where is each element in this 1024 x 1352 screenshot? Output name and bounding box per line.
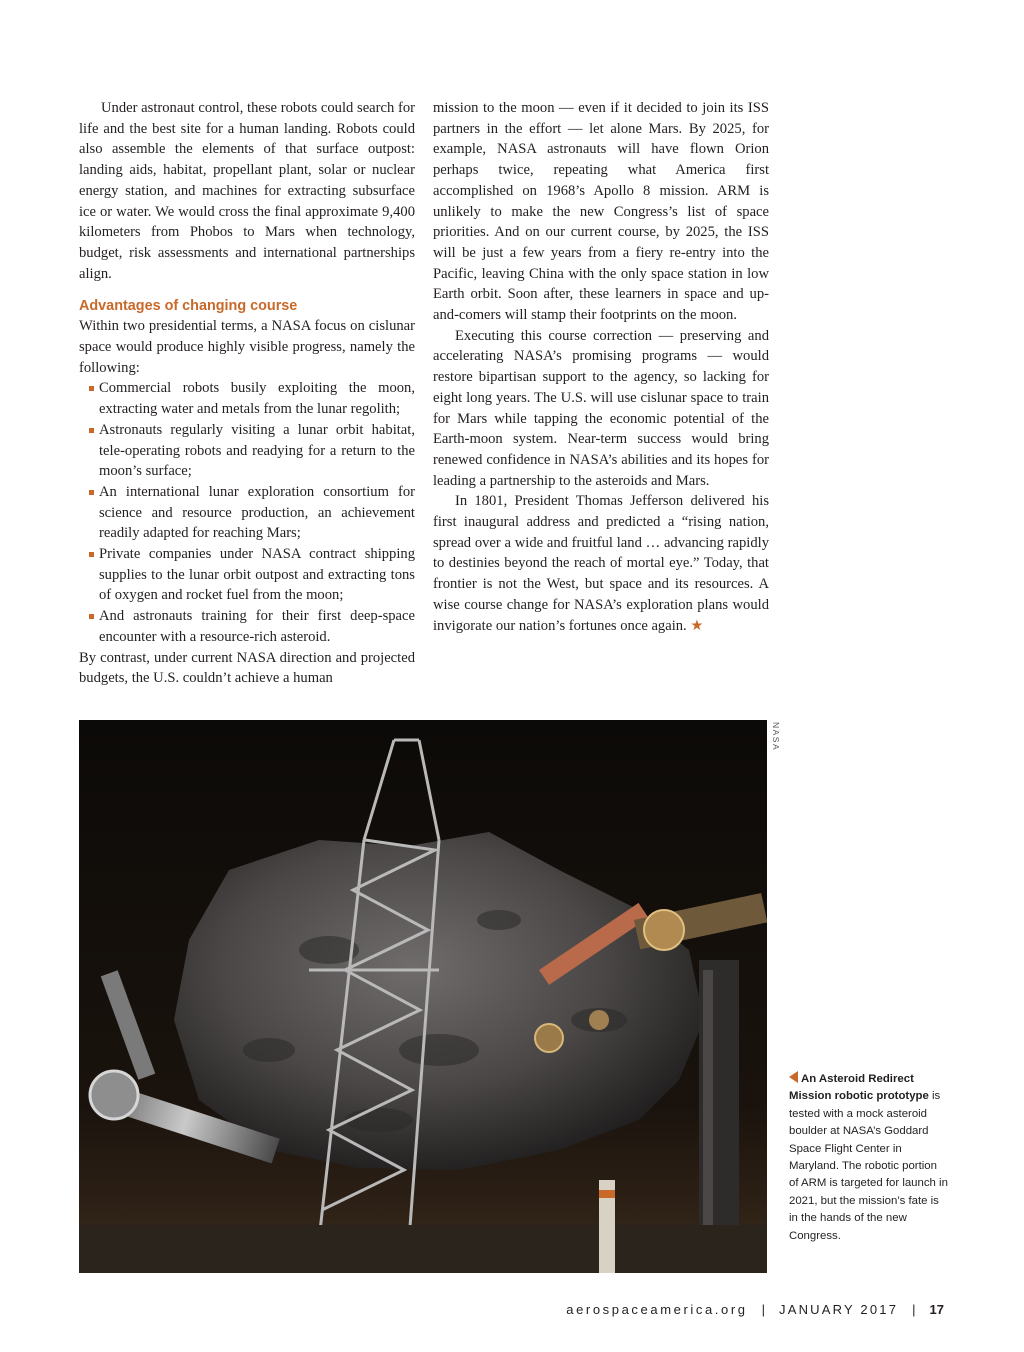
footer-site-link[interactable]: aerospaceamerica.org xyxy=(566,1302,748,1317)
photo-caption xyxy=(789,1071,949,1245)
final-paragraph-text: In 1801, President Thomas Jefferson delivered his first inaugural address and predicted a “rising nation, spread over a wide and fruitful land … advancing rapidly to destinies beyond the reach of mortal eye.” Today, that frontier is not the West, but space and its resources. A wise course change for NASA’s exploration plans would invigorate our nation’s fortunes once again. xyxy=(433,493,769,634)
body-paragraph-final xyxy=(433,491,769,636)
left-column xyxy=(79,98,415,689)
body-paragraph: Executing this course correction — preserving and accelerating NASA’s promising programs — would restore bipartisan support to the agency, so lacking for eight long years. The U.S. will use cislunar space to train for Mars while tapping the economic potential of the Earth-moon system. Near-term success would bring renewed confidence in NASA’s abilities and its hopes for leading a partnership to the asteroids and Mars. xyxy=(433,327,769,489)
bullet-item: Astronauts regularly visiting a lunar orbit habitat, tele-operating robots and readying for a return to the moon’s surface; xyxy=(79,420,415,482)
section-subhead: Advantages of changing course xyxy=(79,298,298,315)
bullet-item: An international lunar exploration consortium for science and resource production, an achievement readily adapted for reaching Mars; xyxy=(79,482,415,544)
right-column xyxy=(433,98,769,636)
bullet-list xyxy=(79,378,415,647)
footer-separator: | xyxy=(912,1302,916,1317)
bullet-item: Private companies under NASA contract shipping supplies to the lunar orbit outpost and extracting tons of oxygen and rocket fuel from the moon; xyxy=(79,544,415,606)
page-footer xyxy=(566,1302,944,1317)
asteroid-robot-photo xyxy=(79,720,767,1273)
bullet-item: Commercial robots busily exploiting the moon, extracting water and metals from the lunar regolith; xyxy=(79,378,415,419)
page-number: 17 xyxy=(929,1302,944,1317)
caption-lead: An Asteroid Redirect Mission robotic prototype xyxy=(789,1073,929,1103)
body-paragraph: By contrast, under current NASA direction and projected budgets, the U.S. couldn’t achieve a human xyxy=(79,649,415,687)
photo-credit: NASA xyxy=(771,722,781,752)
footer-issue-date: JANUARY 2017 xyxy=(779,1302,899,1317)
bullet-item: And astronauts training for their first deep-space encounter with a resource-rich asteroid. xyxy=(79,606,415,647)
body-paragraph: Within two presidential terms, a NASA focus on cislunar space would produce highly visible progress, namely the following: xyxy=(79,318,415,376)
caption-arrow-icon xyxy=(789,1071,798,1083)
caption-body: is tested with a mock asteroid boulder at NASA’s Goddard Space Flight Center in Maryland. The robotic portion of ARM is targeted for launch in 2021, but the mission’s fate is in the hands of the new Congress. xyxy=(789,1090,948,1242)
end-star-icon: ★ xyxy=(690,617,704,634)
footer-separator: | xyxy=(761,1302,765,1317)
body-paragraph: mission to the moon — even if it decided to join its ISS partners in the effort — let alone Mars. By 2025, for example, NASA astronauts will have flown Orion perhaps twice, repeating what America first accomplished on 1968’s Apollo 8 mission. ARM is unlikely to make the new Congress’s list of space priorities. And on our current course, by 2025, the ISS will be just a few years from a fiery re-entry into the Pacific, leaving China with the only space station in low Earth orbit. Soon after, these learners in space and up-and-comers will stamp their footprints on the moon. xyxy=(433,100,769,324)
body-paragraph: Under astronaut control, these robots could search for life and the best site for a human landing. Robots could also assemble the elements of that surface outpost: landing aids, habitat, propellant plant, solar or nuclear energy station, and machines for extracting subsurface ice or water. We would cross the final approximate 9,400 kilometers from Phobos to Mars when technology, budget, risk assessments and international partnerships align. xyxy=(79,100,415,282)
